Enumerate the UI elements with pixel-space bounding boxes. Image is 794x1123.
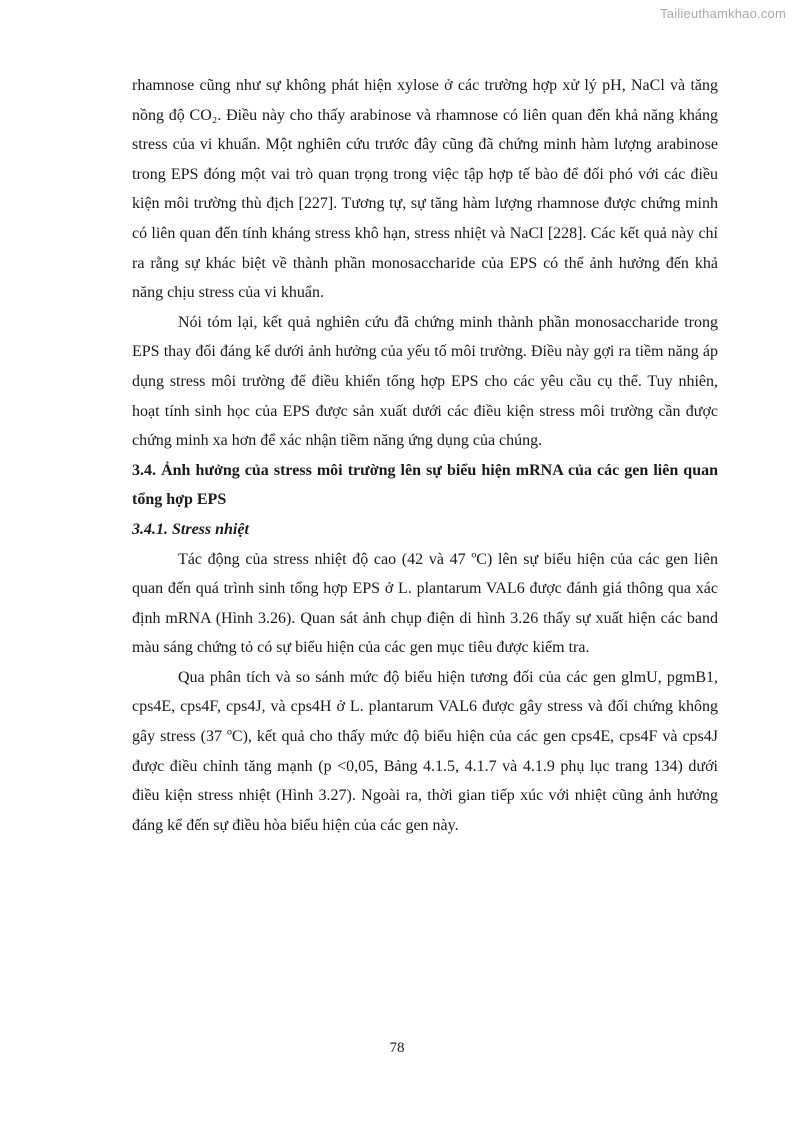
document-body: [132, 71, 718, 840]
paragraph-3: Tác động của stress nhiệt độ cao (42 và 47 ºC) lên sự biểu hiện của các gen liên quan đến quá trình sinh tổng hợp EPS ở L. plantarum VAL6 được đánh giá thông qua xác định mRNA (Hình 3.26). Quan sát ảnh chụp điện di hình 3.26 thấy sự xuất hiện các band màu sáng chứng tỏ có sự biểu hiện của các gen mục tiêu được kiểm tra.: [132, 550, 718, 657]
section-heading: 3.4. Ảnh hưởng của stress môi trường lên sự biểu hiện mRNA của các gen liên quan tổng hợp EPS: [132, 461, 718, 509]
paragraph-4: Qua phân tích và so sánh mức độ biểu hiện tương đối của các gen glmU, pgmB1, cps4E, cps4F, cps4J, và cps4H ở L. plantarum VAL6 được gây stress và đối chứng không gây stress (37 ºC), kết quả cho thấy mức độ biểu hiện của các gen cps4E, cps4F và cps4J được điều chỉnh tăng mạnh (p <0,05, Bảng 4.1.5, 4.1.7 và 4.1.9 phụ lục trang 134) dưới điều kiện stress nhiệt (Hình 3.27). Ngoài ra, thời gian tiếp xúc với nhiệt cũng ảnh hưởng đáng kể đến sự điều hòa biểu hiện của các gen này.: [132, 668, 718, 834]
paragraph-1: rhamnose cũng như sự không phát hiện xylose ở các trường hợp xử lý pH, NaCl và tăng nồng độ CO₂. Điều này cho thấy arabinose và rhamnose có liên quan đến khả năng kháng stress của vi khuẩn. Một nghiên cứu trước đây cũng đã chứng minh hàm lượng arabinose trong EPS đóng một vai trò quan trọng trong việc tập hợp tế bào để đối phó với các điều kiện môi trường thù địch [227]. Tương tự, sự tăng hàm lượng rhamnose được chứng minh có liên quan đến tính kháng stress khô hạn, stress nhiệt và NaCl [228]. Các kết quả này chỉ ra rằng sự khác biệt về thành phần monosaccharide của EPS có thể ảnh hưởng đến khả năng chịu stress của vi khuẩn.: [132, 77, 718, 302]
paragraph-2: Nói tóm lại, kết quả nghiên cứu đã chứng minh thành phần monosaccharide trong EPS thay đổi đáng kể dưới ảnh hưởng của yếu tố môi trường. Điều này gợi ra tiềm năng áp dụng stress môi trường để điều khiển tổng hợp EPS cho các yêu cầu cụ thể. Tuy nhiên, hoạt tính sinh học của EPS được sản xuất dưới các điều kiện stress môi trường cần được chứng minh xa hơn để xác nhận tiềm năng ứng dụng của chúng.: [132, 313, 718, 450]
page-number: 78: [389, 1040, 405, 1056]
watermark: Tailieuthamkhao.com: [660, 6, 786, 21]
subsection-heading: 3.4.1. Stress nhiệt: [132, 520, 249, 538]
